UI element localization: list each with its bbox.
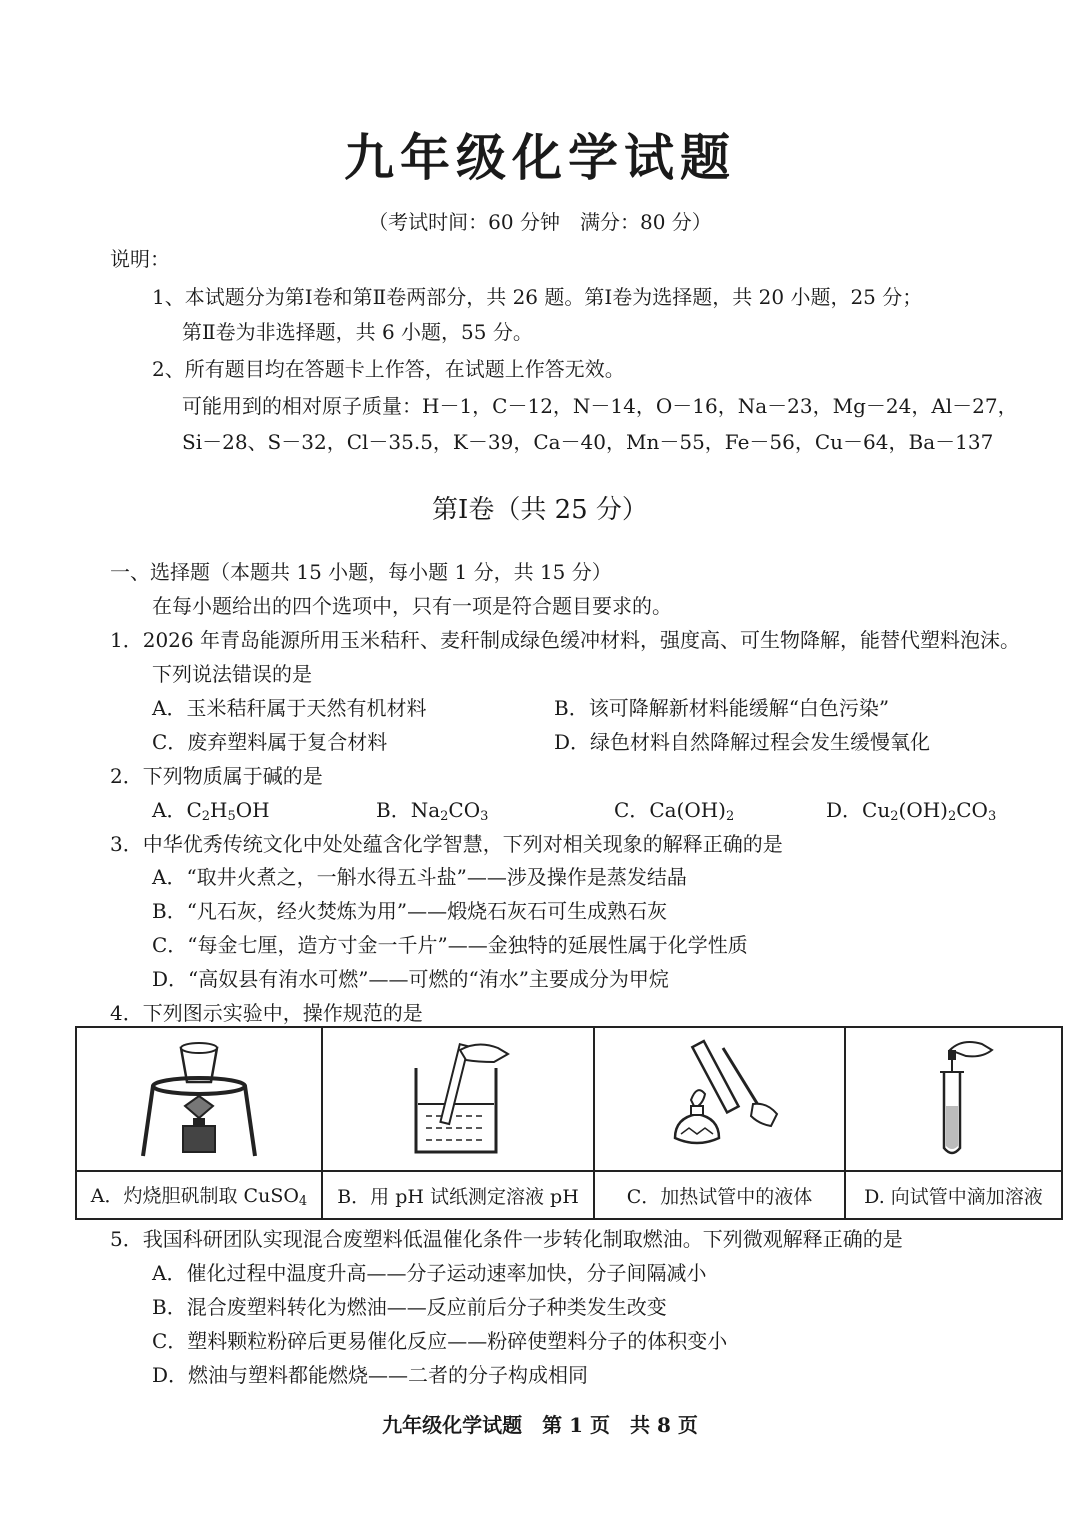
section-title: 第Ⅰ卷（共 25 分） (432, 495, 648, 525)
question-5-option-c: C．塑料颗粒粉碎后更易催化反应——粉碎使塑料分子的体积变小 (152, 1329, 728, 1353)
note-item: 1、本试题分为第Ⅰ卷和第Ⅱ卷两部分，共 26 题。第Ⅰ卷为选择题，共 20 小题，25 分； (152, 285, 923, 309)
atomic-mass-line: Si－28、S－32，Cl－35.5，K－39，Ca－40，Mn－55，Fe－56，Cu－64，Ba－137 (182, 430, 994, 454)
question-3-stem: 3．中华优秀传统文化中处处蕴含化学智慧，下列对相关现象的解释正确的是 (110, 832, 783, 856)
question-3-option-d: D．“高奴县有洧水可燃”——可燃的“洧水”主要成分为甲烷 (152, 967, 669, 991)
beaker-ph-paper-figure (398, 1034, 518, 1160)
part-instruction: 在每小题给出的四个选项中，只有一项是符合题目要求的。 (152, 594, 672, 618)
question-4-stem: 4．下列图示实验中，操作规范的是 (110, 1001, 423, 1025)
figure-a-cell (76, 1027, 322, 1171)
question-5-option-a: A．催化过程中温度升高——分子运动速率加快，分子间隔减小 (152, 1261, 707, 1285)
question-2-option-c: C．$Ca(OH)_2$ (614, 798, 735, 824)
exam-title: 九年级化学试题 (344, 128, 736, 187)
experiment-table (75, 1026, 1063, 1220)
figure-b-caption: B．用 pH 试纸测定溶液 pH (322, 1171, 594, 1219)
heating-test-tube-figure (655, 1034, 785, 1160)
tripod-burner-figure (139, 1034, 259, 1160)
question-1-option-a: A．玉米秸秆属于天然有机材料 (152, 696, 427, 720)
question-3-option-c: C．“每金七厘，造方寸金一千片”——金独特的延展性属于化学性质 (152, 933, 748, 957)
note-item: 第Ⅱ卷为非选择题，共 6 小题，55 分。 (182, 320, 533, 344)
question-3-option-a: A．“取井火煮之，一斛水得五斗盐”——涉及操作是蒸发结晶 (152, 865, 687, 889)
figure-c-cell (594, 1027, 845, 1171)
exam-subtitle: （考试时间：60 分钟 满分：80 分） (368, 210, 712, 234)
question-5-option-d: D．燃油与塑料都能燃烧——二者的分子构成相同 (152, 1363, 589, 1387)
question-5-stem: 5．我国科研团队实现混合废塑料低温催化条件一步转化制取燃油。下列微观解释正确的是 (110, 1227, 903, 1251)
question-2-option-d: D．$Cu_2(OH)_2CO_3$ (826, 798, 997, 824)
figure-c-caption: C．加热试管中的液体 (594, 1171, 845, 1219)
question-3-option-b: B．“凡石灰，经火焚炼为用”——煅烧石灰石可生成熟石灰 (152, 899, 668, 923)
question-2-option-b: B．$Na_2CO_3$ (376, 798, 489, 824)
dropper-test-tube-figure (904, 1034, 1004, 1160)
question-2-stem: 2．下列物质属于碱的是 (110, 764, 323, 788)
question-1-option-b: B．该可降解新材料能缓解“白色污染” (554, 696, 890, 720)
figure-d-cell (845, 1027, 1062, 1171)
page-footer: 九年级化学试题 第 1 页 共 8 页 (382, 1413, 698, 1437)
question-5-option-b: B．混合废塑料转化为燃油——反应前后分子种类发生改变 (152, 1295, 667, 1319)
notes-heading: 说明： (110, 247, 170, 271)
figure-d-caption: D. 向试管中滴加溶液 (845, 1171, 1062, 1219)
part-heading: 一、选择题（本题共 15 小题，每小题 1 分，共 15 分） (110, 560, 612, 584)
question-1-option-c: C．废弃塑料属于复合材料 (152, 730, 388, 754)
figure-b-cell (322, 1027, 594, 1171)
question-1-stem: 下列说法错误的是 (152, 662, 312, 686)
question-1-stem: 1．2026 年青岛能源所用玉米秸秆、麦秆制成绿色缓冲材料，强度高、可生物降解，能替代塑料泡沫。 (110, 628, 1020, 652)
question-1-option-d: D．绿色材料自然降解过程会发生缓慢氧化 (554, 730, 931, 754)
atomic-mass-line: 可能用到的相对原子质量：H－1，C－12，N－14，O－16，Na－23，Mg－24，Al－27， (182, 394, 1018, 418)
figure-a-caption: A．灼烧胆矾制取 CuSO$_4$ (76, 1171, 322, 1219)
note-item: 2、所有题目均在答题卡上作答，在试题上作答无效。 (152, 357, 625, 381)
question-2-option-a: A．$C_2H_5OH$ (152, 798, 270, 824)
